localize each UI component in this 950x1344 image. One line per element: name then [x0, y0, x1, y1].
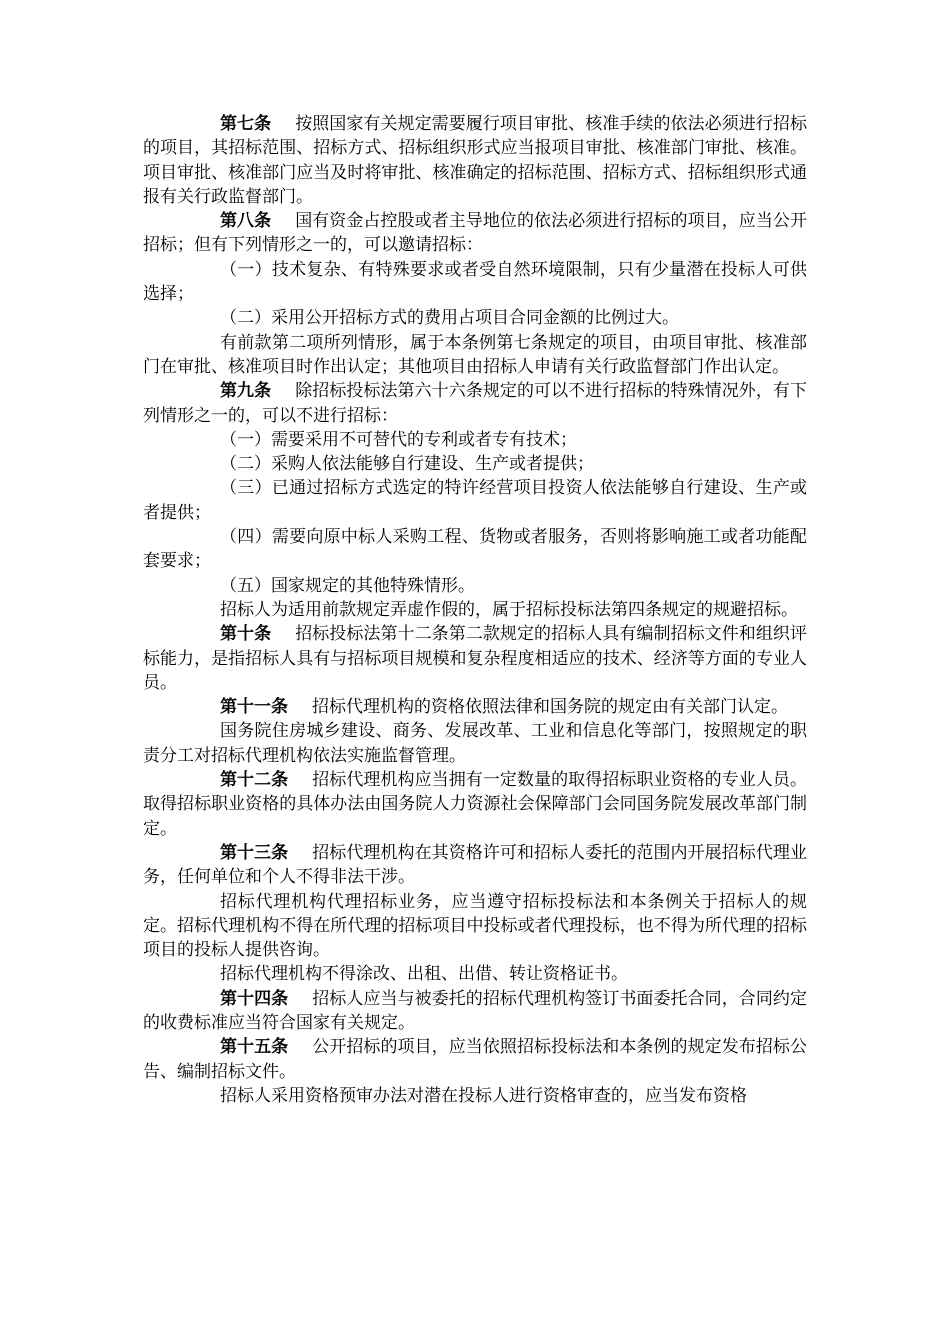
- paragraph-text: （四）需要向原中标人采购工程、货物或者服务，否则将影响施工或者功能配套要求；: [143, 527, 807, 572]
- paragraph-text: （一）技术复杂、有特殊要求或者受自然环境限制，只有少量潜在投标人可供选择；: [143, 259, 807, 305]
- paragraph-text: （三）已通过招标方式选定的特许经营项目投资人依法能够自行建设、生产或者提供；: [143, 478, 807, 523]
- article-number: 第八条: [220, 211, 272, 232]
- paragraph: [143, 1084, 807, 1108]
- paragraph-text: （二）采用公开招标方式的费用占项目合同金额的比例过大。: [220, 308, 679, 329]
- article-paragraph: [143, 987, 807, 1036]
- paragraph: [143, 428, 807, 452]
- article-paragraph: [143, 622, 807, 695]
- paragraph: [143, 598, 807, 622]
- paragraph-text: （五）国家规定的其他特殊情形。: [220, 575, 475, 596]
- article-paragraph: [143, 209, 807, 258]
- paragraph: [143, 306, 807, 330]
- article-number: 第十二条: [220, 770, 289, 791]
- paragraph-text: 招标人采用资格预审办法对潜在投标人进行资格审查的，应当发布资格: [220, 1085, 747, 1106]
- paragraph: [143, 962, 807, 986]
- article-number: 第十五条: [220, 1037, 289, 1058]
- article-paragraph: [143, 112, 807, 209]
- paragraph-text: 国务院住房城乡建设、商务、发展改革、工业和信息化等部门，按照规定的职责分工对招标代理机构依法实施监督管理。: [143, 721, 807, 766]
- paragraph-text: 招标代理机构在其资格许可和招标人委托的范围内开展招标代理业务，任何单位和个人不得非法干涉。: [143, 842, 807, 888]
- paragraph-text: 招标代理机构不得涂改、出租、出借、转让资格证书。: [220, 964, 628, 985]
- article-paragraph: [143, 1035, 807, 1084]
- article-number: 第十三条: [220, 842, 289, 863]
- paragraph: [143, 890, 807, 963]
- paragraph-text: 招标代理机构代理招标业务，应当遵守招标投标法和本条例关于招标人的规定。招标代理机构不得在所代理的招标项目中投标或者代理投标，也不得为所代理的招标项目的投标人提供咨询。: [143, 891, 807, 961]
- paragraph: [143, 476, 807, 525]
- article-number: 第十一条: [220, 697, 288, 718]
- article-number: 第十条: [220, 624, 272, 645]
- paragraph: [143, 452, 807, 476]
- paragraph-text: 招标代理机构的资格依照法律和国务院的规定由有关部门认定。: [312, 697, 788, 718]
- article-paragraph: [143, 379, 807, 428]
- paragraph: [143, 525, 807, 574]
- paragraph-text: （二）采购人依法能够自行建设、生产或者提供；: [220, 454, 594, 475]
- article-number: 第九条: [220, 381, 272, 402]
- paragraph-text: 招标人为适用前款规定弄虚作假的，属于招标投标法第四条规定的规避招标。: [220, 599, 798, 620]
- paragraph: [143, 719, 807, 768]
- article-paragraph: [143, 768, 807, 841]
- paragraph-text: （一）需要采用不可替代的专利或者专有技术；: [220, 429, 577, 450]
- article-number: 第十四条: [220, 988, 289, 1009]
- paragraph-text: 公开招标的项目，应当依照招标投标法和本条例的规定发布招标公告、编制招标文件。: [143, 1037, 807, 1082]
- paragraph: [143, 331, 807, 380]
- paragraph-text: 招标人应当与被委托的招标代理机构签订书面委托合同，合同约定的收费标准应当符合国家有关规定。: [143, 988, 807, 1033]
- paragraph-text: 国有资金占控股或者主导地位的依法必须进行招标的项目，应当公开招标；但有下列情形之一的，可以邀请招标：: [143, 211, 807, 256]
- paragraph: [143, 258, 807, 307]
- paragraph-text: 招标投标法第十二条第二款规定的招标人具有编制招标文件和组织评标能力，是指招标人具有与招标项目规模和复杂程度相适应的技术、经济等方面的专业人员。: [143, 624, 807, 693]
- paragraph-text: 有前款第二项所列情形，属于本条例第七条规定的项目，由项目审批、核准部门在审批、核准项目时作出认定；其他项目由招标人申请有关行政监督部门作出认定。: [143, 332, 807, 377]
- article-paragraph: [143, 695, 807, 719]
- paragraph-text: 按照国家有关规定需要履行项目审批、核准手续的依法必须进行招标的项目，其招标范围、招标方式、招标组织形式应当报项目审批、核准部门审批、核准。项目审批、核准部门应当及时将审批、核准确定的招标范围、招标方式、招标组织形式通报有关行政监督部门。: [143, 114, 807, 207]
- article-paragraph: [143, 841, 807, 890]
- paragraph-text: 招标代理机构应当拥有一定数量的取得招标职业资格的专业人员。取得招标职业资格的具体办法由国务院人力资源社会保障部门会同国务院发展改革部门制定。: [143, 770, 807, 839]
- article-number: 第七条: [220, 114, 272, 134]
- paragraph: [143, 574, 807, 598]
- paragraph-text: 除招标投标法第六十六条规定的可以不进行招标的特殊情况外，有下列情形之一的，可以不进行招标：: [143, 381, 807, 426]
- document-body: [143, 112, 807, 1108]
